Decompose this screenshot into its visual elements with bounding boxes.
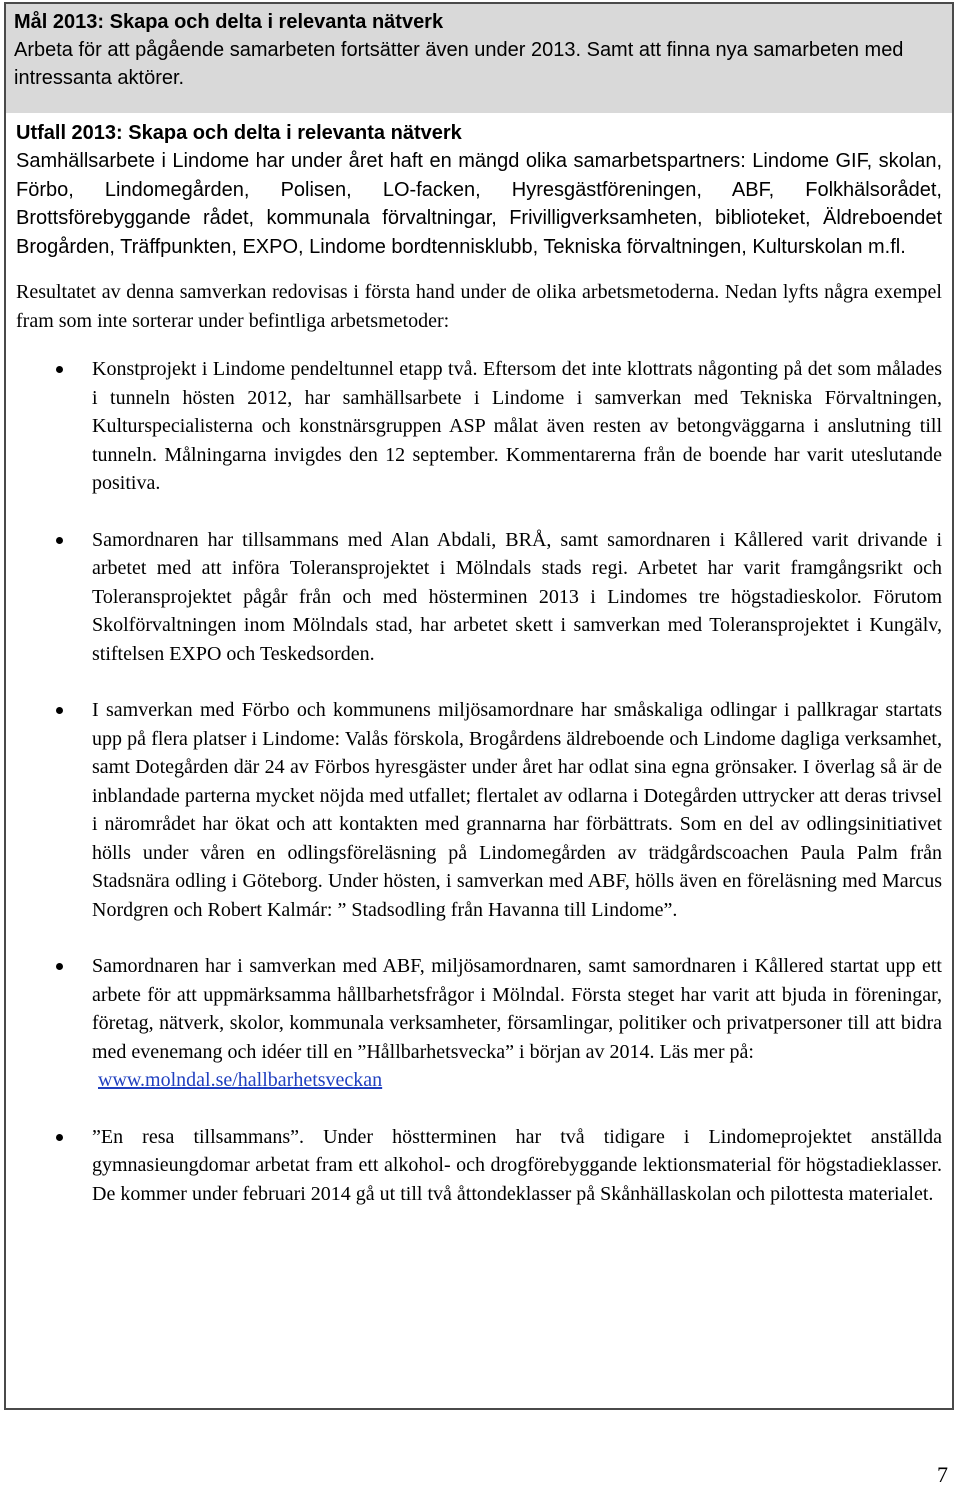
- goal-text: Arbeta för att pågående samarbeten fortsätter även under 2013. Samt att finna nya samarbeten med intressanta aktörer.: [14, 39, 904, 89]
- list-item: [16, 355, 942, 498]
- hallbarhetsveckan-link[interactable]: www.molndal.se/hallbarhetsveckan: [98, 1069, 383, 1091]
- list-item-text: ”En resa tillsammans”. Under höstterminen har två tidigare i Lindomeprojektet anställda gymnasieungdomar arbetat fram ett alkohol- och drogförebyggande lektionsmaterial för högstadieklasser. De kommer under februari 2014 gå ut till två åttondeklasser på Skånhällaskolan och pilottesta materialet.: [92, 1125, 942, 1205]
- outcome-box: [4, 113, 954, 1410]
- bullet-icon: [56, 707, 63, 714]
- example-list: [16, 355, 942, 1208]
- goal-box: [4, 2, 954, 115]
- bullet-icon: [56, 963, 63, 970]
- outcome-title: Utfall 2013: Skapa och delta i relevanta nätverk: [16, 122, 462, 144]
- list-item: [16, 526, 942, 669]
- bullet-icon: [56, 537, 63, 544]
- list-item-text: Konstprojekt i Lindome pendeltunnel etapp två. Eftersom det inte klottrats någonting på det som målades i tunneln hösten 2012, har samhällsarbete i Lindome i samverkan med Tekniska Förvaltningen, Kulturspecialisterna och konstnärsgruppen ASP målat även resten av betongväggarna i anslutning till tunneln. Målningarna invigdes den 12 september. Kommentarerna från de boende har varit uteslutande positiva.: [92, 358, 942, 494]
- goal-title: Mål 2013: Skapa och delta i relevanta nätverk: [14, 11, 444, 33]
- list-item: [16, 952, 942, 1095]
- list-item: [16, 1123, 942, 1209]
- list-item: [16, 696, 942, 924]
- bullet-icon: [56, 366, 63, 373]
- list-item-text: Samordnaren har i samverkan med ABF, miljösamordnaren, samt samordnaren i Kållered startat upp ett arbete för att uppmärksamma hållbarhetsfrågor i Mölndal. Första steget har varit att bjuda in föreningar, företag, nätverk, skolor, kommunala verksamheter, församlingar, politiker och privatpersoner till att bidra med evenemang och idéer till en ”Hållbarhetsvecka” i början av 2014. Läs mer på:: [92, 955, 942, 1063]
- outcome-intro: Samhällsarbete i Lindome har under året haft en mängd olika samarbetspartners: Lindome GIF, skolan, Förbo, Lindomegården, Polisen, LO-facken, Hyresgästföreningen, ABF, Folkhälsorådet, Brottsförebyggande rådet, kommunala förvaltningar, Frivilligverksamheten, biblioteket, Äldreboendet Brogården, Träffpunkten, EXPO, Lindome bordtennisklubb, Tekniska förvaltningen, Kulturskolan m.fl.: [16, 150, 942, 258]
- outcome-result: Resultatet av denna samverkan redovisas i första hand under de olika arbetsmetoderna. Nedan lyfts några exempel fram som inte sorterar under befintliga arbetsmetoder:: [16, 281, 942, 332]
- page-number: 7: [937, 1462, 948, 1487]
- bullet-icon: [56, 1134, 63, 1141]
- list-item-text: Samordnaren har tillsammans med Alan Abdali, BRÅ, samt samordnaren i Kållered varit drivande i arbetet med att införa Toleransprojektet i Mölndals stads regi. Arbetet har varit framgångsrikt och Toleransprojektet pågår från och med hösterminen 2013 i Lindomes tre högstadieskolor. Förutom Skolförvaltningen inom Mölndals stad, har arbetet skett i samverkan med Toleransprojektet i Kungälv, stiftelsen EXPO och Teskedsorden.: [92, 528, 942, 665]
- list-item-text: I samverkan med Förbo och kommunens miljösamordnare har småskaliga odlingar i pallkragar startats upp på flera platser i Lindome: Valås förskola, Brogårdens äldreboende och Lindome dagliga verksamhet, samt Dotegården där 24 av Förbos hyresgäster under året har odlat sina egna grönsaker. I överlag så är de inblandade parterna mycket nöjda med utfallet; flertalet av odlarna i Dotegården uttrycker att deras trivsel i närområdet har ökat och att kontakten med grannarna har förbättrats. Som en del av odlingsinitiativet hölls under våren en odlingsföreläsning på Lindomegården av trädgårdscoachen Paula Palm från Stadsnära odling i Göteborg. Under hösten, i samverkan med ABF, hölls även en föreläsning med Marcus Nordgren och Robert Kalmár: ” Stadsodling från Havanna till Lindome”.: [92, 699, 942, 921]
